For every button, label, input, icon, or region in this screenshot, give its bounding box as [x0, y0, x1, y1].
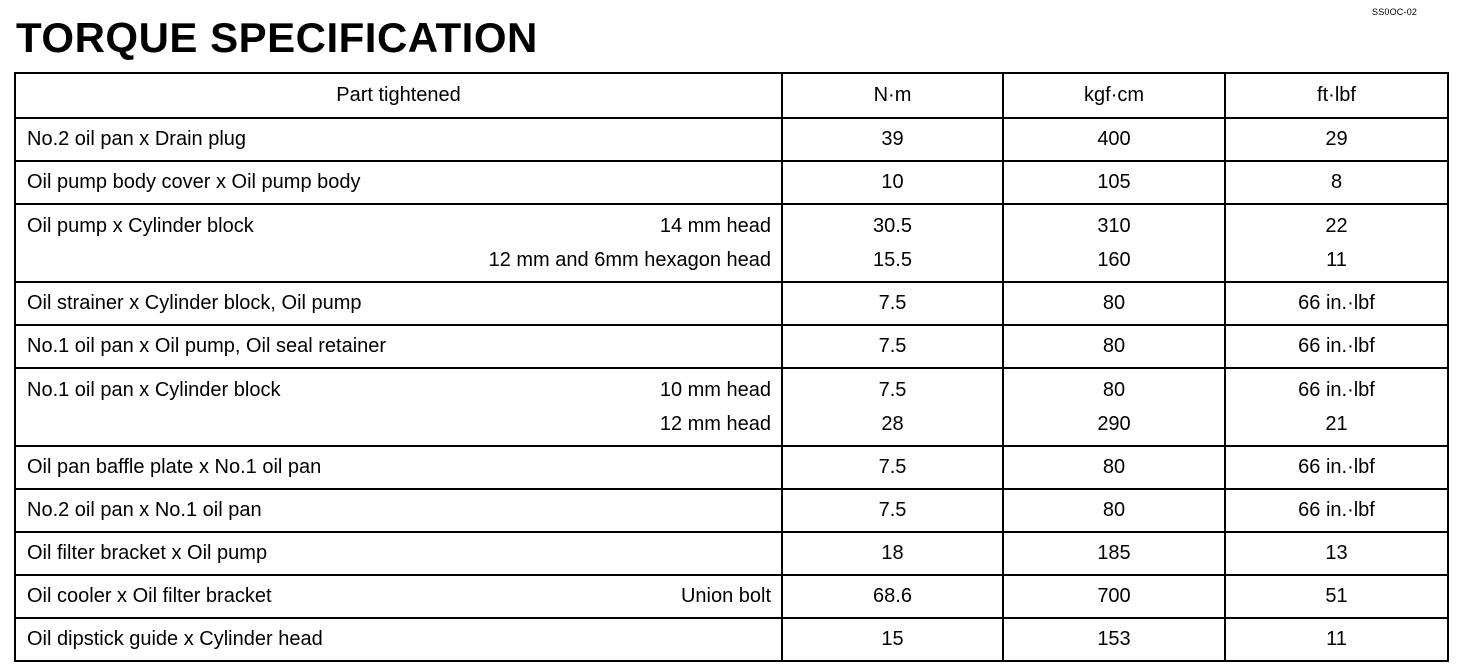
value-kgfcm: 290 — [1097, 413, 1131, 435]
part-name: Oil pump body cover x Oil pump body — [27, 171, 361, 193]
part-cell — [15, 368, 782, 446]
value-nm: 7.5 — [878, 499, 907, 521]
value-kgfcm-cell — [1003, 489, 1225, 532]
value-nm: 39 — [881, 128, 904, 150]
value-kgfcm: 185 — [1097, 542, 1131, 564]
table-body — [15, 118, 1448, 661]
table-header-row — [15, 73, 1448, 118]
value-nm: 7.5 — [878, 292, 907, 314]
value-nm: 15 — [881, 628, 904, 650]
value-nm-cell — [782, 282, 1003, 325]
value-kgfcm-cell — [1003, 446, 1225, 489]
part-cell — [15, 532, 782, 575]
table-row — [15, 118, 1448, 161]
value-ftlbf-cell — [1225, 575, 1448, 618]
value-ftlbf: 8 — [1330, 171, 1343, 193]
value-nm-cell — [782, 489, 1003, 532]
part-name: No.2 oil pan x Drain plug — [27, 128, 247, 150]
part-name: Oil dipstick guide x Cylinder head — [27, 628, 323, 650]
value-nm-cell — [782, 161, 1003, 204]
page-title: TORQUE SPECIFICATION — [16, 14, 538, 61]
value-ftlbf-cell — [1225, 489, 1448, 532]
value-nm: 68.6 — [873, 585, 912, 607]
value-kgfcm: 400 — [1097, 128, 1131, 150]
value-kgfcm-cell — [1003, 118, 1225, 161]
part-cell — [15, 575, 782, 618]
part-name: Oil pan baffle plate x No.1 oil pan — [27, 456, 322, 478]
value-ftlbf: 11 — [1326, 249, 1347, 271]
value-kgfcm: 700 — [1097, 585, 1131, 607]
value-kgfcm: 80 — [1102, 379, 1126, 401]
part-cell — [15, 118, 782, 161]
value-kgfcm-cell — [1003, 161, 1225, 204]
value-nm-cell — [782, 118, 1003, 161]
value-kgfcm: 105 — [1097, 171, 1131, 193]
value-kgfcm-cell — [1003, 325, 1225, 368]
value-ftlbf-cell — [1225, 446, 1448, 489]
header-part-tightened: Part tightened — [15, 73, 782, 118]
value-ftlbf-cell — [1225, 204, 1448, 282]
value-ftlbf: 66 in.·lbf — [1298, 499, 1375, 521]
value-ftlbf: 22 — [1325, 215, 1348, 237]
value-kgfcm: 310 — [1097, 215, 1131, 237]
part-condition: 10 mm head — [659, 379, 771, 401]
value-kgfcm: 80 — [1102, 292, 1126, 314]
value-nm: 30.5 — [873, 215, 912, 237]
value-nm-cell — [782, 325, 1003, 368]
value-nm: 7.5 — [878, 456, 907, 478]
value-nm: 28 — [881, 413, 904, 435]
value-ftlbf: 66 in.·lbf — [1298, 335, 1375, 357]
value-ftlbf-cell — [1225, 532, 1448, 575]
value-kgfcm-cell — [1003, 532, 1225, 575]
value-ftlbf-cell — [1225, 118, 1448, 161]
value-nm: 15.5 — [873, 249, 912, 271]
value-ftlbf: 66 in.·lbf — [1298, 292, 1375, 314]
value-ftlbf: 13 — [1325, 542, 1348, 564]
value-nm: 7.5 — [878, 379, 907, 401]
value-kgfcm-cell — [1003, 282, 1225, 325]
value-nm-cell — [782, 618, 1003, 661]
value-ftlbf-cell — [1225, 618, 1448, 661]
part-name: Oil filter bracket x Oil pump — [27, 542, 268, 564]
value-nm: 7.5 — [878, 335, 907, 357]
header-ftlbf: ft·lbf — [1225, 73, 1448, 118]
value-nm: 10 — [881, 171, 904, 193]
value-kgfcm: 80 — [1102, 456, 1126, 478]
value-kgfcm-cell — [1003, 618, 1225, 661]
value-ftlbf-cell — [1225, 368, 1448, 446]
part-cell — [15, 161, 782, 204]
part-name: No.2 oil pan x No.1 oil pan — [27, 499, 262, 521]
part-cell — [15, 204, 782, 282]
value-ftlbf: 21 — [1325, 413, 1348, 435]
part-name: Oil strainer x Cylinder block, Oil pump — [27, 292, 362, 314]
table-row — [15, 368, 1448, 446]
value-nm-cell — [782, 446, 1003, 489]
value-ftlbf-cell — [1225, 325, 1448, 368]
part-cell — [15, 325, 782, 368]
value-kgfcm-cell — [1003, 204, 1225, 282]
part-name: No.1 oil pan x Cylinder block — [27, 379, 281, 401]
part-cell — [15, 446, 782, 489]
part-cell — [15, 618, 782, 661]
value-kgfcm: 80 — [1102, 499, 1126, 521]
value-ftlbf-cell — [1225, 161, 1448, 204]
table-row — [15, 161, 1448, 204]
value-ftlbf: 29 — [1325, 128, 1348, 150]
value-nm-cell — [782, 532, 1003, 575]
value-kgfcm: 160 — [1097, 249, 1131, 271]
table-row — [15, 489, 1448, 532]
value-ftlbf: 66 in.·lbf — [1298, 379, 1375, 401]
value-nm-cell — [782, 575, 1003, 618]
value-nm: 18 — [881, 542, 904, 564]
table-row — [15, 446, 1448, 489]
value-kgfcm: 153 — [1097, 628, 1131, 650]
value-ftlbf: 66 in.·lbf — [1298, 456, 1375, 478]
table-row — [15, 325, 1448, 368]
value-ftlbf-cell — [1225, 282, 1448, 325]
value-ftlbf: 11 — [1326, 628, 1347, 650]
table-row — [15, 532, 1448, 575]
header-kgfcm: kgf·cm — [1003, 73, 1225, 118]
value-nm-cell — [782, 204, 1003, 282]
part-condition: 12 mm and 6mm hexagon head — [488, 249, 771, 271]
document-code: SS0OC-02 — [1372, 7, 1418, 17]
value-ftlbf: 51 — [1325, 585, 1348, 607]
value-nm-cell — [782, 368, 1003, 446]
value-kgfcm-cell — [1003, 368, 1225, 446]
part-cell — [15, 489, 782, 532]
value-kgfcm: 80 — [1102, 335, 1126, 357]
table-row — [15, 282, 1448, 325]
table-row — [15, 618, 1448, 661]
part-condition: 14 mm head — [659, 215, 771, 237]
table-row — [15, 575, 1448, 618]
part-condition: 12 mm head — [659, 413, 771, 435]
part-name: Oil cooler x Oil filter bracket — [27, 585, 272, 607]
torque-spec-table — [14, 72, 1449, 662]
part-cell — [15, 282, 782, 325]
part-condition: Union bolt — [680, 585, 771, 607]
table-row — [15, 204, 1448, 282]
part-name: No.1 oil pan x Oil pump, Oil seal retainer — [27, 335, 387, 357]
value-kgfcm-cell — [1003, 575, 1225, 618]
header-nm: N·m — [782, 73, 1003, 118]
part-name: Oil pump x Cylinder block — [27, 215, 254, 237]
